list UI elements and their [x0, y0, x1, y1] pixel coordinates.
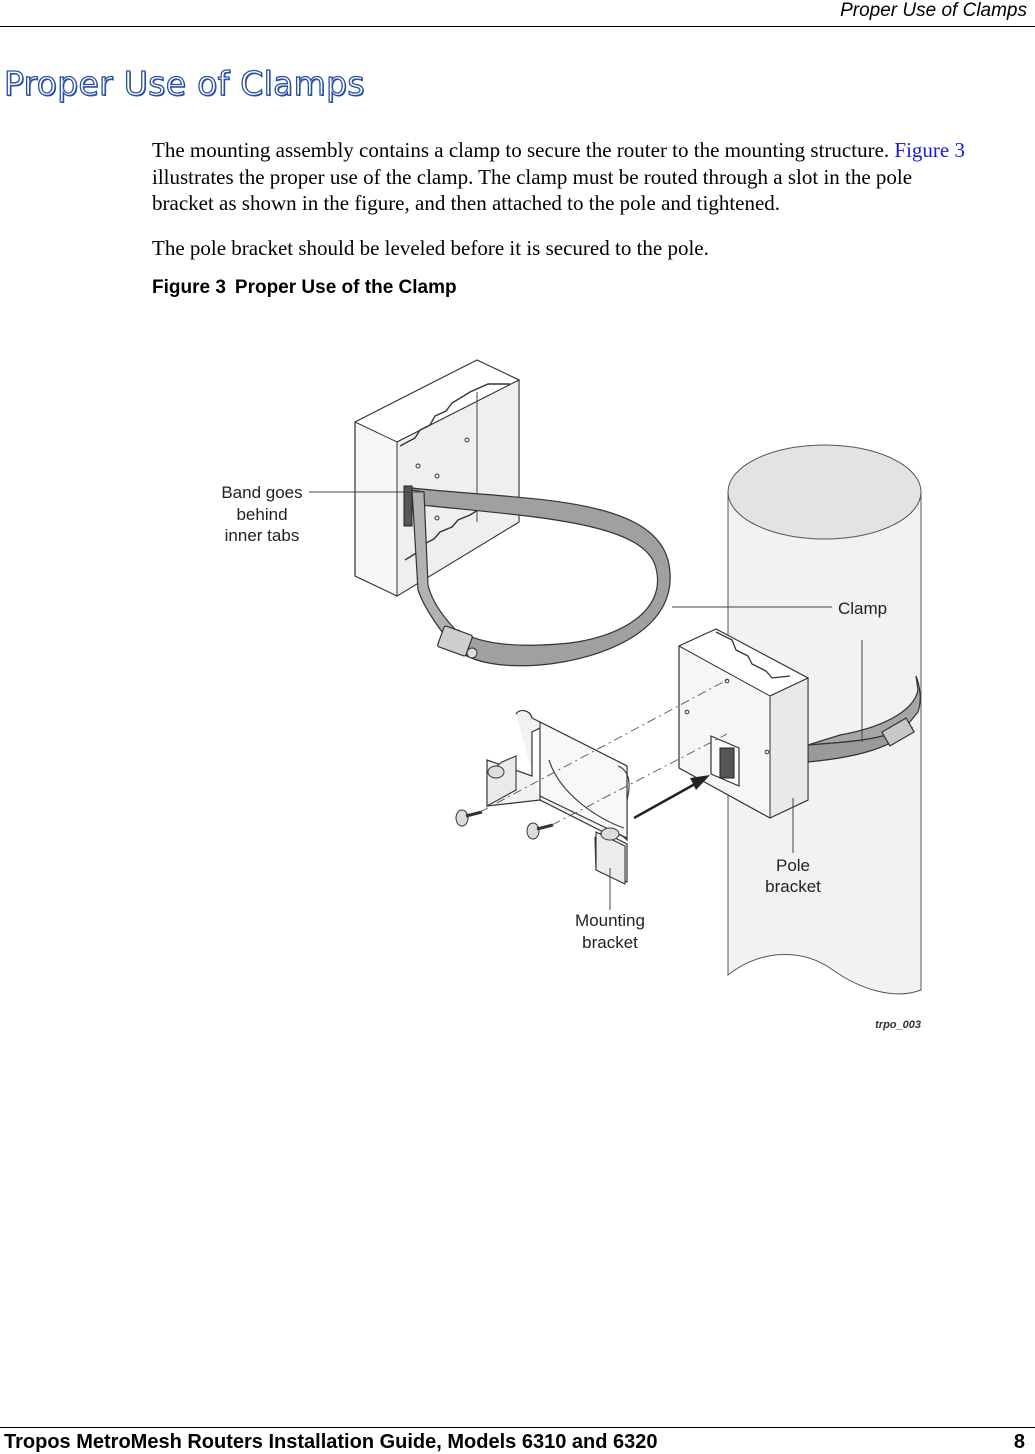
- router-box-back: [355, 360, 519, 596]
- section-title: Proper Use of Clamps: [4, 64, 365, 103]
- figure-3-link[interactable]: Figure 3: [894, 138, 965, 162]
- leveling-paragraph: The pole bracket should be leveled before it is secured to the pole.: [152, 236, 709, 260]
- para1-line2: illustrates the proper use of the clamp. The clamp must be routed through a slot in the pole: [152, 164, 913, 189]
- footer-rule: [0, 1427, 1035, 1428]
- label-band-goes-2: behind: [236, 505, 288, 524]
- running-header: Proper Use of Clamps: [840, 0, 1027, 21]
- label-pole-1: Pole: [775, 856, 811, 875]
- footer-title: Tropos MetroMesh Routers Installation Guide, Models 6310 and 6320: [4, 1431, 658, 1453]
- figure-title: Proper Use of the Clamp: [234, 277, 457, 298]
- label-mounting-2: bracket: [582, 933, 638, 952]
- figure-tag: trpo_003: [875, 1019, 921, 1031]
- label-band-goes-1: Band goes: [221, 483, 303, 502]
- para1-line3: bracket as shown in the figure, and then attached to the pole and tightened.: [152, 191, 781, 215]
- insert-arrow: [634, 775, 710, 818]
- page-number: 8: [1013, 1431, 1025, 1453]
- label-mounting-1: Mounting: [575, 911, 645, 930]
- figure-number: Figure 3: [152, 277, 226, 298]
- label-band-goes-3: inner tabs: [224, 526, 300, 545]
- mounting-bracket: [487, 711, 629, 884]
- screws: [456, 810, 553, 839]
- para1-text: The mounting assembly contains a clamp to secure the router to the mounting structure.: [152, 138, 895, 162]
- label-clamp: Clamp: [838, 599, 888, 618]
- label-pole-2: bracket: [765, 877, 821, 896]
